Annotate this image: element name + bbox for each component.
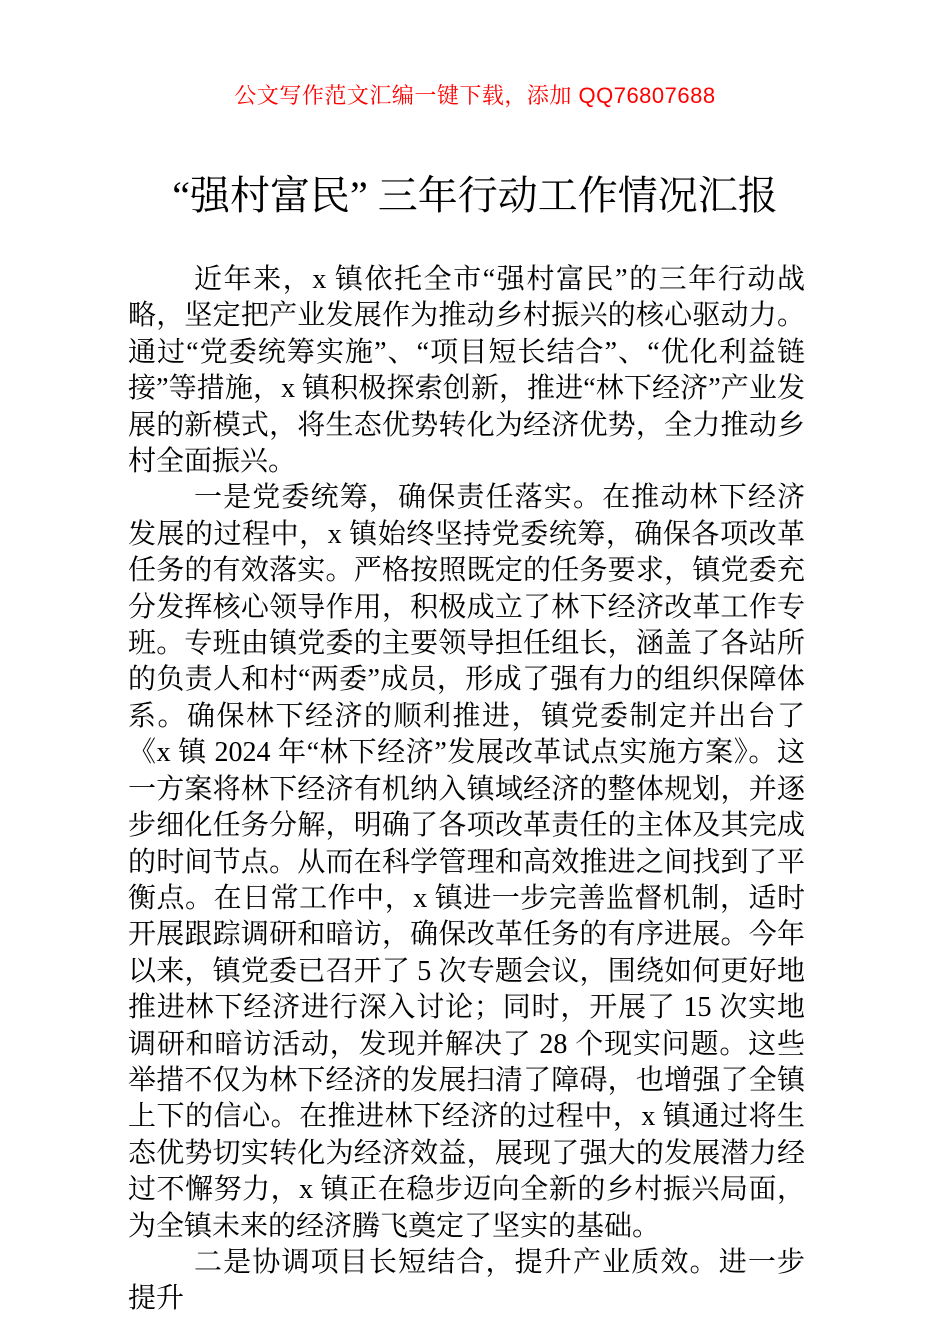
promo-banner-text: 公文写作范文汇编一键下载，添加 QQ76807688 [234,83,716,108]
document-body [128,262,805,1318]
body-paragraph: 二是协调项目长短结合，提升产业质效。进一步提升 [128,1246,805,1315]
document-title: “强村富民” 三年行动工作情况汇报 [172,173,778,218]
body-paragraph: 一是党委统筹，确保责任落实。在推动林下经济发展的过程中，x 镇始终坚持党委统筹，确保各项改革任务的有效落实。严格按照既定的任务要求，镇党委充分发挥核心领导作用，积极成立了林下经济改革工作专班。专班由镇党委的主要领导担任组长，涵盖了各站所的负责人和村“两委”成员，形成了强有力的组织保障体系。确保林下经济的顺利推进，镇党委制定并出台了《x 镇 2024 年“林下经济”发展改革试点实施方案》。这一方案将林下经济有机纳入镇域经济的整体规划，并逐步细化任务分解，明确了各项改革责任的主体及其完成的时间节点。从而在科学管理和高效推进之间找到了平衡点。在日常工作中，x 镇进一步完善监督机制，适时开展跟踪调研和暗访，确保改革任务的有序进展。今年以来，镇党委已召开了 5 次专题会议，围绕如何更好地推进林下经济进行深入讨论；同时，开展了 15 次实地调研和暗访活动，发现并解决了 28 个现实问题。这些举措不仅为林下经济的发展扫清了障碍，也增强了全镇上下的信心。在推进林下经济的过程中，x 镇通过将生态优势切实转化为经济效益，展现了强大的发展潜力经过不懈努力，x 镇正在稳步迈向全新的乡村振兴局面，为全镇未来的经济腾飞奠定了坚实的基础。 [128,482,805,1242]
body-paragraph: 近年来，x 镇依托全市“强村富民”的三年行动战略，坚定把产业发展作为推动乡村振兴的核心驱动力。通过“党委统筹实施”、“项目短长结合”、“优化利益链接”等措施，x 镇积极探索创新，推进“林下经济”产业发展的新模式，将生态优势转化为经济优势，全力推动乡村全面振兴。 [128,264,805,478]
